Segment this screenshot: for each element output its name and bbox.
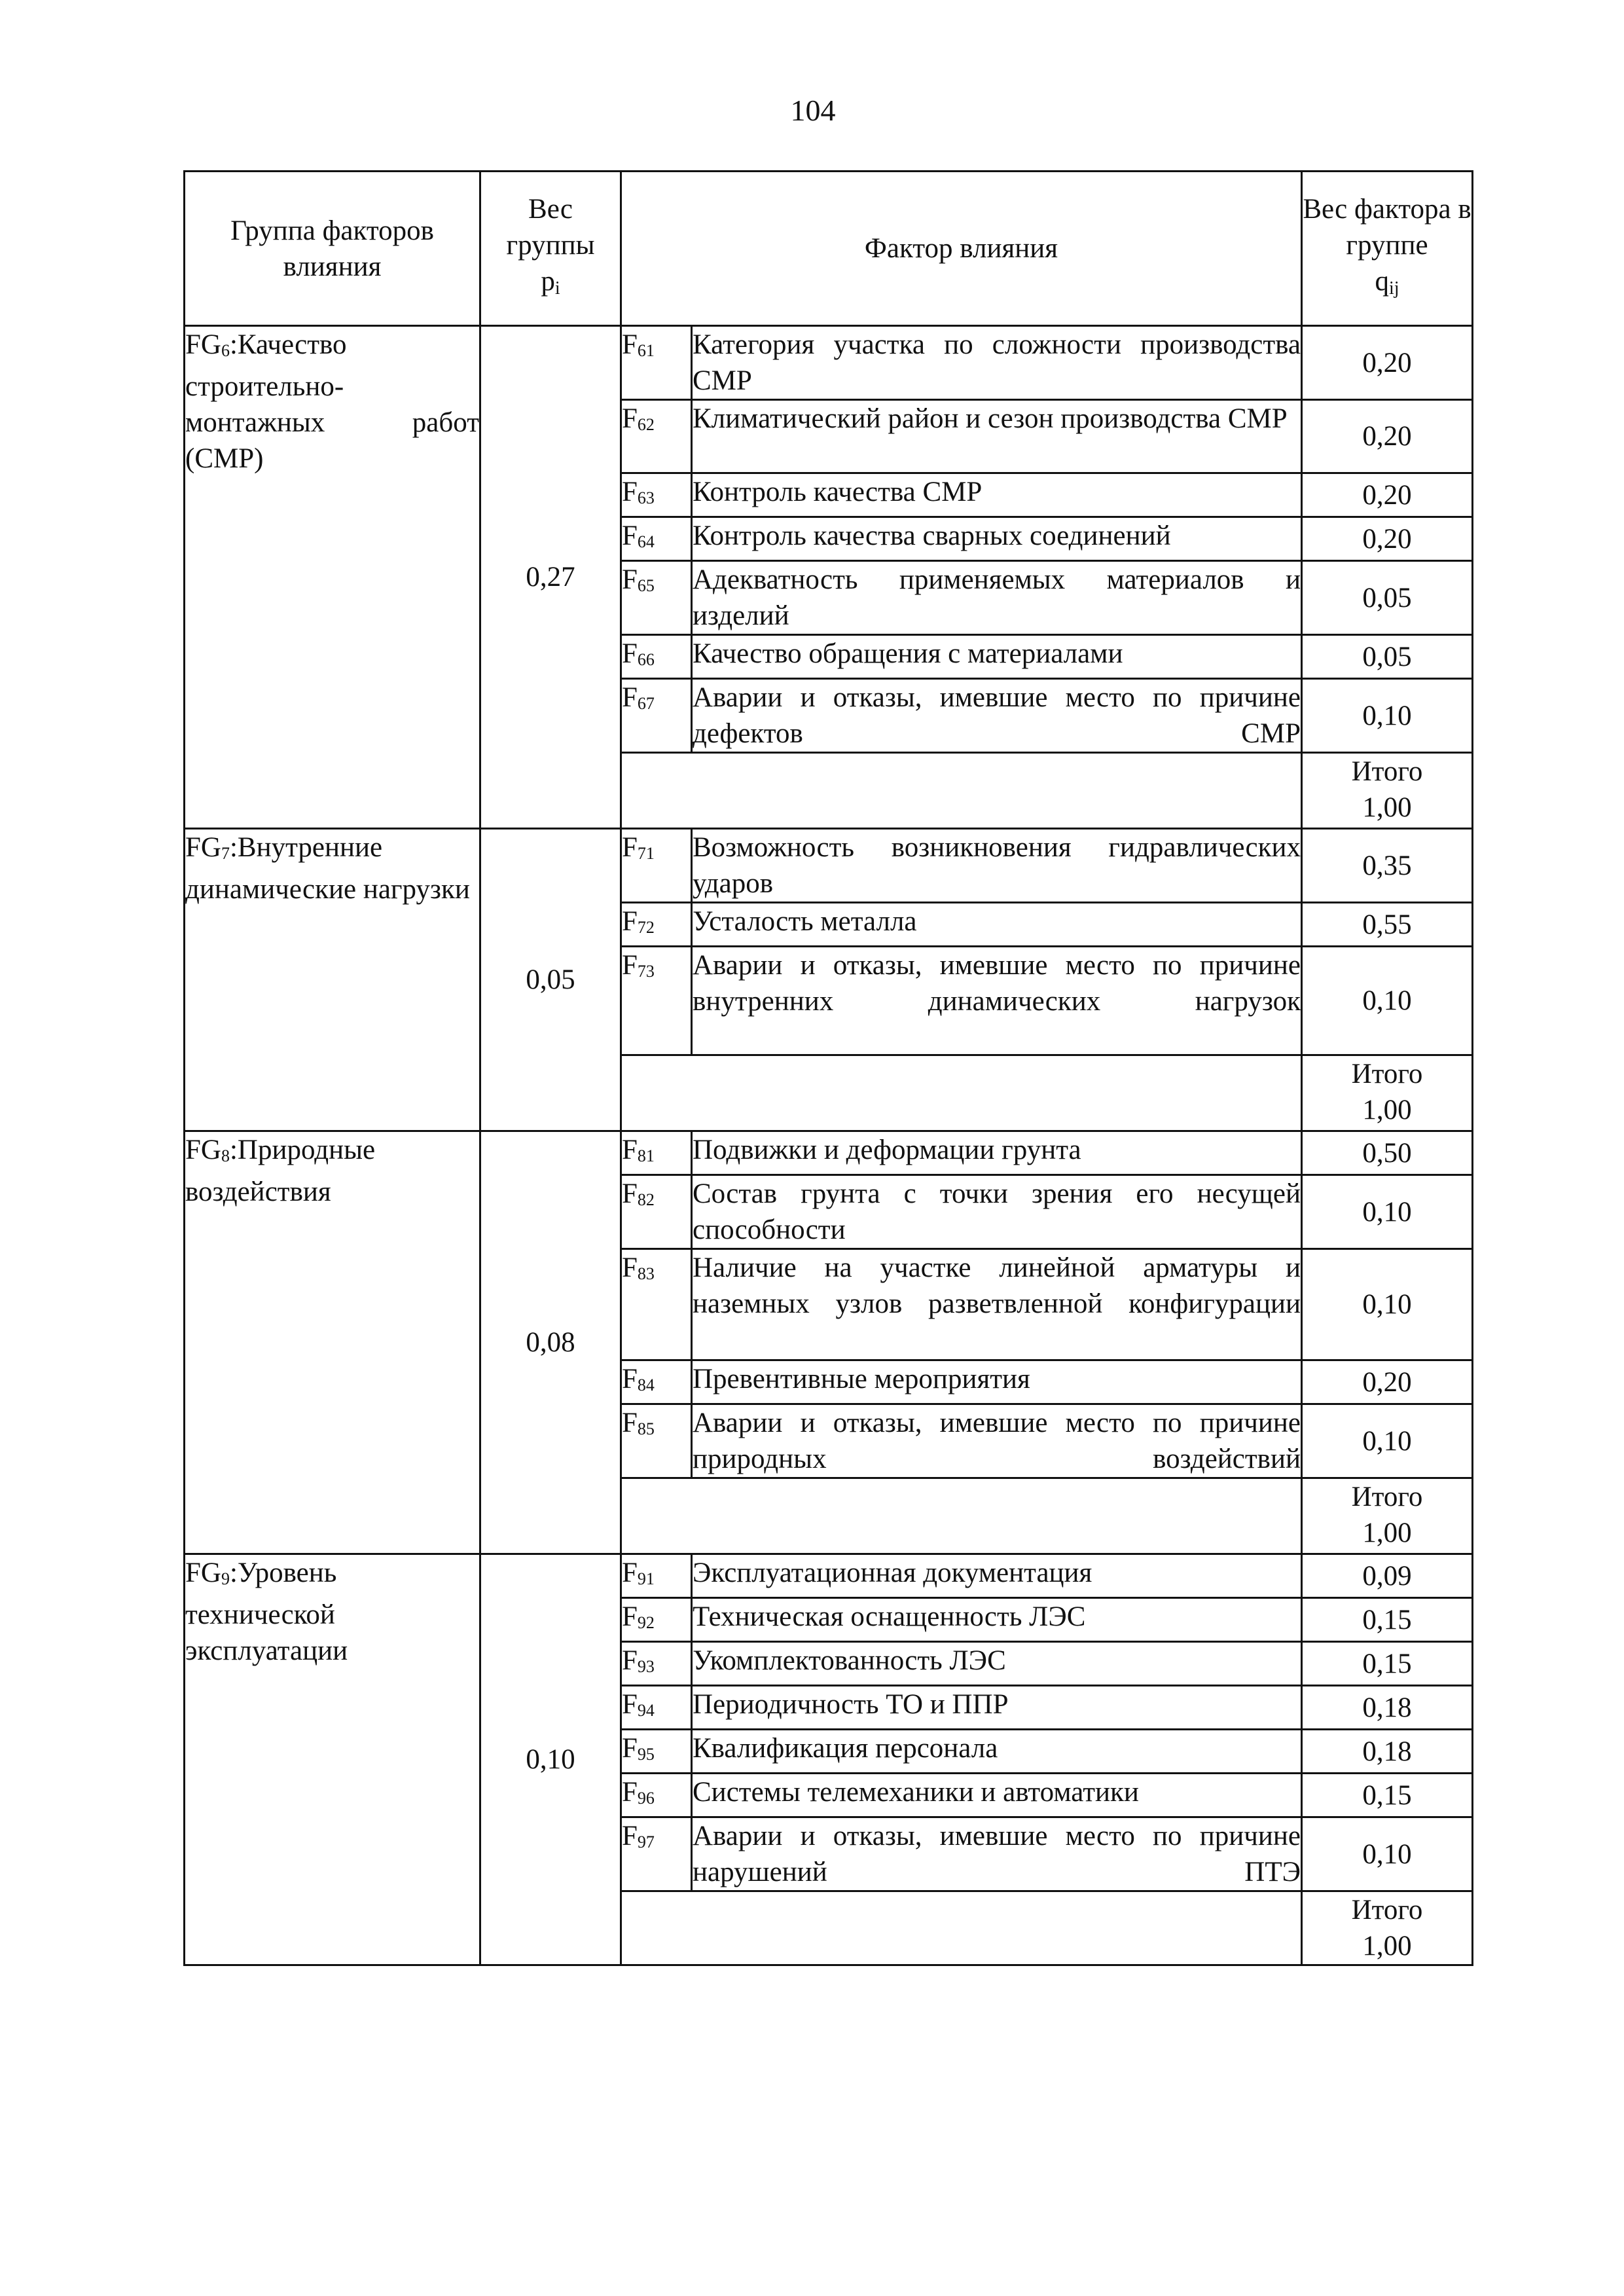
factor-code-sub: 61 (637, 341, 655, 360)
factor-weight: 0,15 (1302, 1598, 1473, 1642)
factor-code-letter: F (622, 520, 638, 551)
factor-code-sub: 63 (637, 488, 655, 507)
factor-name: Подвижки и деформации грунта (692, 1131, 1302, 1175)
total-spacer (621, 753, 1302, 829)
factor-name: Периодичность ТО и ППР (692, 1686, 1302, 1730)
factor-weight: 0,15 (1302, 1774, 1473, 1817)
factor-code-letter: F (622, 1777, 638, 1808)
total-value: 1,00 (1362, 792, 1412, 823)
factor-code-sub: 82 (637, 1190, 655, 1209)
factor-code-letter: F (622, 1558, 638, 1588)
factor-weight: 0,05 (1302, 561, 1473, 635)
total-value: 1,00 (1362, 1931, 1412, 1961)
group-name (185, 326, 480, 829)
factor-name: Состав грунта с точки зрения его несущей способности (692, 1175, 1302, 1249)
factor-code-sub: 92 (637, 1613, 655, 1632)
factor-weight: 0,20 (1302, 517, 1473, 561)
factor-name: Усталость металла (692, 903, 1302, 947)
factor-code-letter: F (622, 1733, 638, 1764)
group-title: :Внутренние динамические нагрузки (185, 832, 470, 905)
factor-code-letter: F (622, 950, 638, 981)
group-code-sub: 6 (221, 341, 230, 360)
factor-name: Возможность возникновения гидравлических ударов (692, 829, 1302, 903)
factor-code (621, 947, 692, 1055)
factor-code-letter: F (622, 906, 638, 937)
factor-code (621, 1249, 692, 1360)
factor-weight: 0,10 (1302, 1249, 1473, 1360)
factor-code-letter: F (622, 1601, 638, 1632)
total-value: 1,00 (1362, 1518, 1412, 1548)
factor-weight: 0,09 (1302, 1554, 1473, 1598)
total-spacer (621, 1055, 1302, 1131)
group-code-sub: 8 (221, 1146, 230, 1165)
factor-code (621, 1175, 692, 1249)
group-code: FG (185, 329, 221, 360)
factor-weight: 0,10 (1302, 679, 1473, 753)
factor-code-sub: 71 (637, 844, 655, 863)
factor-weight: 0,50 (1302, 1131, 1473, 1175)
factor-code (621, 1360, 692, 1404)
group-name (185, 1554, 480, 1965)
factor-weight: 0,15 (1302, 1642, 1473, 1686)
factor-code-sub: 94 (637, 1701, 655, 1720)
group-code: FG (185, 1558, 221, 1588)
factor-name: Аварии и отказы, имевшие место по причине природных воздействий (692, 1404, 1302, 1478)
group-code: FG (185, 832, 221, 863)
group-title: :Природные воздействия (185, 1135, 376, 1207)
factor-code (621, 561, 692, 635)
factor-weight: 0,18 (1302, 1686, 1473, 1730)
factor-code (621, 1774, 692, 1817)
factor-weight: 0,10 (1302, 1817, 1473, 1891)
factor-code (621, 679, 692, 753)
factor-name: Климатический район и сезон производства СМР (692, 400, 1302, 473)
factor-weight: 0,10 (1302, 1404, 1473, 1478)
factor-weight: 0,55 (1302, 903, 1473, 947)
factor-code-letter: F (622, 403, 638, 434)
factor-code-letter: F (622, 1135, 638, 1165)
factor-code (621, 473, 692, 517)
factor-name: Укомплектованность ЛЭС (692, 1642, 1302, 1686)
factor-code-sub: 65 (637, 576, 655, 595)
factor-code-letter: F (622, 329, 638, 360)
factor-code-letter: F (622, 564, 638, 595)
factor-name: Квалификация персонала (692, 1730, 1302, 1774)
group-total (1302, 1891, 1473, 1965)
factor-row (185, 1131, 1473, 1175)
factor-code (621, 1642, 692, 1686)
group-total (1302, 753, 1473, 829)
factor-code (621, 635, 692, 679)
factor-name: Адекватность применяемых материалов и изделий (692, 561, 1302, 635)
group-code: FG (185, 1135, 221, 1165)
factor-weight: 0,20 (1302, 400, 1473, 473)
group-total (1302, 1055, 1473, 1131)
factor-name: Аварии и отказы, имевшие место по причине нарушений ПТЭ (692, 1817, 1302, 1891)
factor-code-sub: 72 (637, 918, 655, 937)
factor-weight: 0,10 (1302, 947, 1473, 1055)
group-weight: 0,10 (480, 1554, 621, 1965)
header-factor-weight: Вес фактора в группе qij (1302, 172, 1473, 326)
factor-code (621, 326, 692, 400)
factor-name: Контроль качества СМР (692, 473, 1302, 517)
header-factor: Фактор влияния (621, 172, 1302, 326)
factor-row (185, 1554, 1473, 1598)
factor-name: Контроль качества сварных соединений (692, 517, 1302, 561)
factor-code (621, 1131, 692, 1175)
table-header-row (185, 172, 1473, 326)
factor-name: Аварии и отказы, имевшие место по причине дефектов СМР (692, 679, 1302, 753)
factor-code-letter: F (622, 832, 638, 863)
factor-code (621, 903, 692, 947)
page-number: 104 (790, 94, 836, 127)
factor-code-sub: 64 (637, 532, 655, 551)
factor-code-letter: F (622, 1408, 638, 1438)
factor-code (621, 1817, 692, 1891)
factor-name: Превентивные мероприятия (692, 1360, 1302, 1404)
group-code-sub: 7 (221, 844, 230, 863)
factor-name: Категория участка по сложности производства СМР (692, 326, 1302, 400)
factor-code (621, 1404, 692, 1478)
factor-weight: 0,05 (1302, 635, 1473, 679)
factor-code-sub: 73 (637, 962, 655, 981)
factor-code (621, 1686, 692, 1730)
factor-code (621, 829, 692, 903)
factor-code (621, 1730, 692, 1774)
factor-code-letter: F (622, 638, 638, 669)
factor-code-letter: F (622, 1252, 638, 1283)
factor-code-sub: 93 (637, 1657, 655, 1676)
factor-code-sub: 83 (637, 1264, 655, 1283)
group-weight: 0,27 (480, 326, 621, 829)
factor-code-sub: 95 (637, 1745, 655, 1764)
factor-code-letter: F (622, 1364, 638, 1394)
group-title: :Уровень технической эксплуатации (185, 1558, 348, 1666)
factor-weight: 0,10 (1302, 1175, 1473, 1249)
factor-code-letter: F (622, 682, 638, 713)
total-spacer (621, 1478, 1302, 1554)
factor-code-sub: 84 (637, 1376, 655, 1394)
factor-code-sub: 96 (637, 1789, 655, 1808)
total-label: Итого (1351, 1059, 1423, 1089)
group-title: :Качество строительно-монтажных работ (СМР) (185, 329, 479, 474)
factor-name: Качество обращения с материалами (692, 635, 1302, 679)
factor-name: Техническая оснащенность ЛЭС (692, 1598, 1302, 1642)
factor-weights-table (183, 170, 1473, 1966)
factor-row (185, 829, 1473, 903)
factor-code (621, 517, 692, 561)
factor-name: Системы телемеханики и автоматики (692, 1774, 1302, 1817)
factor-code-sub: 66 (637, 650, 655, 669)
total-label: Итого (1351, 1482, 1423, 1512)
group-name (185, 1131, 480, 1554)
group-code-sub: 9 (221, 1569, 230, 1588)
factor-name: Наличие на участке линейной арматуры и наземных узлов разветвленной конфигурации (692, 1249, 1302, 1360)
group-weight: 0,05 (480, 829, 621, 1131)
factor-code-sub: 81 (637, 1146, 655, 1165)
factor-row (185, 326, 1473, 400)
factor-weight: 0,20 (1302, 326, 1473, 400)
factor-code-letter: F (622, 1178, 638, 1209)
header-group: Группа факторов влияния (185, 172, 480, 326)
group-name (185, 829, 480, 1131)
factor-code-sub: 67 (637, 694, 655, 713)
group-weight: 0,08 (480, 1131, 621, 1554)
total-label: Итого (1351, 1895, 1423, 1925)
factor-code-sub: 85 (637, 1419, 655, 1438)
factor-code (621, 1598, 692, 1642)
group-total (1302, 1478, 1473, 1554)
factor-code-letter: F (622, 1689, 638, 1720)
factor-weight: 0,35 (1302, 829, 1473, 903)
header-group-weight: Вес группы pi (480, 172, 621, 326)
factor-code-sub: 91 (637, 1569, 655, 1588)
factor-code-sub: 97 (637, 1832, 655, 1851)
factor-code-letter: F (622, 477, 638, 507)
factor-name: Аварии и отказы, имевшие место по причине внутренних динамических нагрузок (692, 947, 1302, 1055)
factor-code (621, 400, 692, 473)
total-value: 1,00 (1362, 1095, 1412, 1125)
total-spacer (621, 1891, 1302, 1965)
factor-weight: 0,20 (1302, 1360, 1473, 1404)
factor-weight: 0,20 (1302, 473, 1473, 517)
factor-code-letter: F (622, 1821, 638, 1851)
factor-weight: 0,18 (1302, 1730, 1473, 1774)
factor-name: Эксплуатационная документация (692, 1554, 1302, 1598)
factor-code (621, 1554, 692, 1598)
factor-code-sub: 62 (637, 415, 655, 434)
factor-code-letter: F (622, 1645, 638, 1676)
total-label: Итого (1351, 756, 1423, 787)
